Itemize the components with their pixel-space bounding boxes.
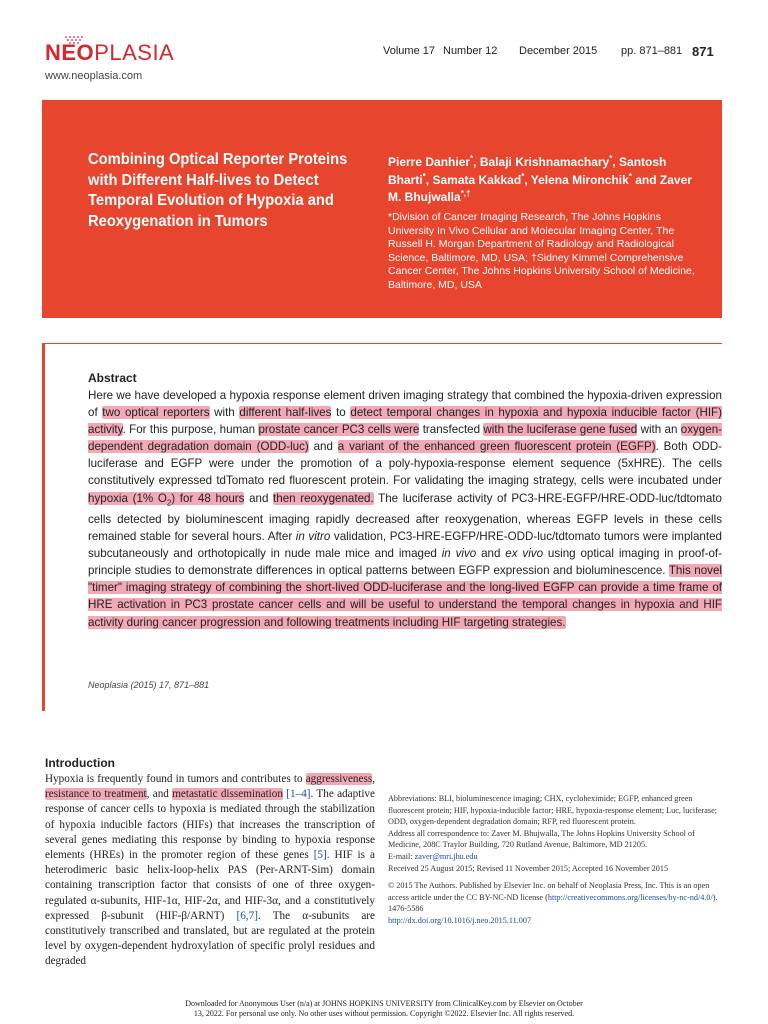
doi-link[interactable]: http://dx.doi.org/10.1016/j.neo.2015.11.007 xyxy=(388,915,532,925)
logo-text-a: NEO xyxy=(45,40,95,65)
copyright-text-a: © 2015 The Authors. Published by Elsevier Inc. on behalf of Neoplasia Press, Inc. This is an open access article under the CC BY-NC-ND license ( xyxy=(388,881,710,902)
article-title: Combining Optical Reporter Proteins with Different Half-lives to Detect Temporal Evolution of Hypoxia and Reoxygenation in Tumors xyxy=(88,151,348,230)
abstract-citation: Neoplasia (2015) 17, 871–881 xyxy=(88,680,210,690)
author-list: Pierre Danhier*, Balaji Krishnamachary*, Santosh Bharti*, Samata Kakkad*, Yelena Mironchik* and Zaver M. Bhujwalla*,† xyxy=(388,154,692,204)
article-notes xyxy=(388,793,722,927)
journal-url[interactable]: www.neoplasia.com xyxy=(45,70,143,82)
page-range: pp. 871–881 xyxy=(621,45,683,57)
footer-line-1: Downloaded for Anonymous User (n/a) at JOHNS HOPKINS UNIVERSITY from ClinicalKey.com by Elsevier on October xyxy=(185,999,583,1008)
email-link[interactable]: zaver@mri.jhu.edu xyxy=(414,851,478,861)
volume: Volume 17 xyxy=(383,45,435,57)
license-link[interactable]: http://creativecommons.org/licenses/by-nc-nd/4.0/ xyxy=(547,892,713,902)
abstract-heading: Abstract xyxy=(88,371,137,385)
journal-logo xyxy=(45,40,174,66)
author-affiliations xyxy=(388,211,708,293)
download-footer xyxy=(0,999,768,1018)
email-label: E-mail: xyxy=(388,851,415,861)
introduction-text: Hypoxia is frequently found in tumors and contributes to aggressiveness, resistance to treatment, and metastatic dissemination [1–4]. The adaptive response of cancer cells to hypoxia is mediated through the stabilization of hypoxia inducible factors (HIFs) that increases the transcription of several genes mediating this response by binding to hypoxia response elements (HREs) in the promoter region of these genes [5]. HIF is a heterodimeric basic helix-loop-helix PAS (Per-ARNT-Sim) domain containing transcription factor that consists of one of three oxygen-regulated α-subunits, HIF-1α, HIF-2α, and HIF-3α, and a constitutively expressed β-subunit (HIF-β/ARNT) [6,7]. The α-subunits are constitutively transcribed and translated, but are regulated at the protein level by oxygen-dependent hydroxylation of specific prolyl residues and degraded xyxy=(45,773,375,968)
received-dates: Received 25 August 2015; Revised 11 November 2015; Accepted 16 November 2015 xyxy=(388,863,669,873)
page-number: 871 xyxy=(692,44,714,59)
affiliation-b: †Sidney Kimmel Comprehensive Cancer Center, The Johns Hopkins University School of Medicine, Baltimore, MD, USA xyxy=(388,251,695,291)
email-line xyxy=(388,851,722,863)
abstract-text: Here we have developed a hypoxia response element driven imaging strategy that combined the hypoxia-driven expression of two optical reporters with different half-lives to detect temporal changes in hypoxia and hypoxia inducible factor (HIF) activity. For this purpose, human prostate cancer PC3 cells were transfected with the luciferase gene fused with an oxygen-dependent degradation domain (ODD-luc) and a variant of the enhanced green fluorescent protein (EGFP). Both ODD-luciferase and EGFP were under the promotion of a poly-hypoxia-response element sequence (5xHRE). The cells constitutively expressed tdTomato red fluorescent protein. For validating the imaging strategy, cells were incubated under hypoxia (1% $O_2$) for 48 hours and then reoxygenated. The luciferase activity of PC3-HRE-EGFP/HRE-ODD-luc/tdtomato cells detected by bioluminescent imaging rapidly decreased after reoxygenation, whereas EGFP levels in these cells remained stable for several hours. After in vitro validation, PC3-HRE-EGFP/HRE-ODD-luc/tdtomato tumors were implanted subcutaneously and orthotopically in nude male mice and imaged in vivo and ex vivo using optical imaging in proof-of-principle studies to demonstrate differences in optical patterns between EGFP expression and bioluminescence. This novel "timer" imaging strategy of combining the short-lived ODD-luciferase and the long-lived EGFP can provide a time frame of HRE activation in PC3 prostate cancer cells and will be useful to understand the temporal changes in hypoxia and HIF activity during cancer progression and following treatments including HIF targeting strategies. xyxy=(88,389,723,629)
affiliation-a: *Division of Cancer Imaging Research, The Johns Hopkins University In Vivo Cellular and Molecular Imaging Center, The Russell H. Morgan Department of Radiology and Radiological Science, Baltimore, MD, USA; xyxy=(388,211,675,264)
issue-date: December 2015 xyxy=(519,45,598,57)
abbreviations-note: Abbreviations: BLI, bioluminescence imaging; CHX, cycloheximide; EGFP, enhanced green fluorescent protein; HIF, hypoxia-inducible factor; HRE, hypoxia-response element; Luc, luciferase; ODD, oxygen-dependent degradation domain; RFP, red fluorescent protein. xyxy=(388,794,718,827)
logo-text-b: PLASIA xyxy=(94,40,175,65)
correspondence-note: Address all correspondence to: Zaver M. Bhujwalla, The Johns Hopkins University School of Medicine, 208C Traylor Building, 720 Rutland Avenue, Baltimore, MD 21205. xyxy=(388,828,695,850)
issn: 1476-5586 xyxy=(388,904,424,914)
footer-line-2: 13, 2022. For personal use only. No other uses without permission. Copyright ©2022. Elsevier Inc. All rights reserved. xyxy=(193,1008,575,1018)
copyright-note xyxy=(388,880,722,903)
introduction-heading: Introduction xyxy=(45,756,115,770)
copyright-text-b: ). xyxy=(712,892,718,902)
issue-number: Number 12 xyxy=(443,45,498,57)
